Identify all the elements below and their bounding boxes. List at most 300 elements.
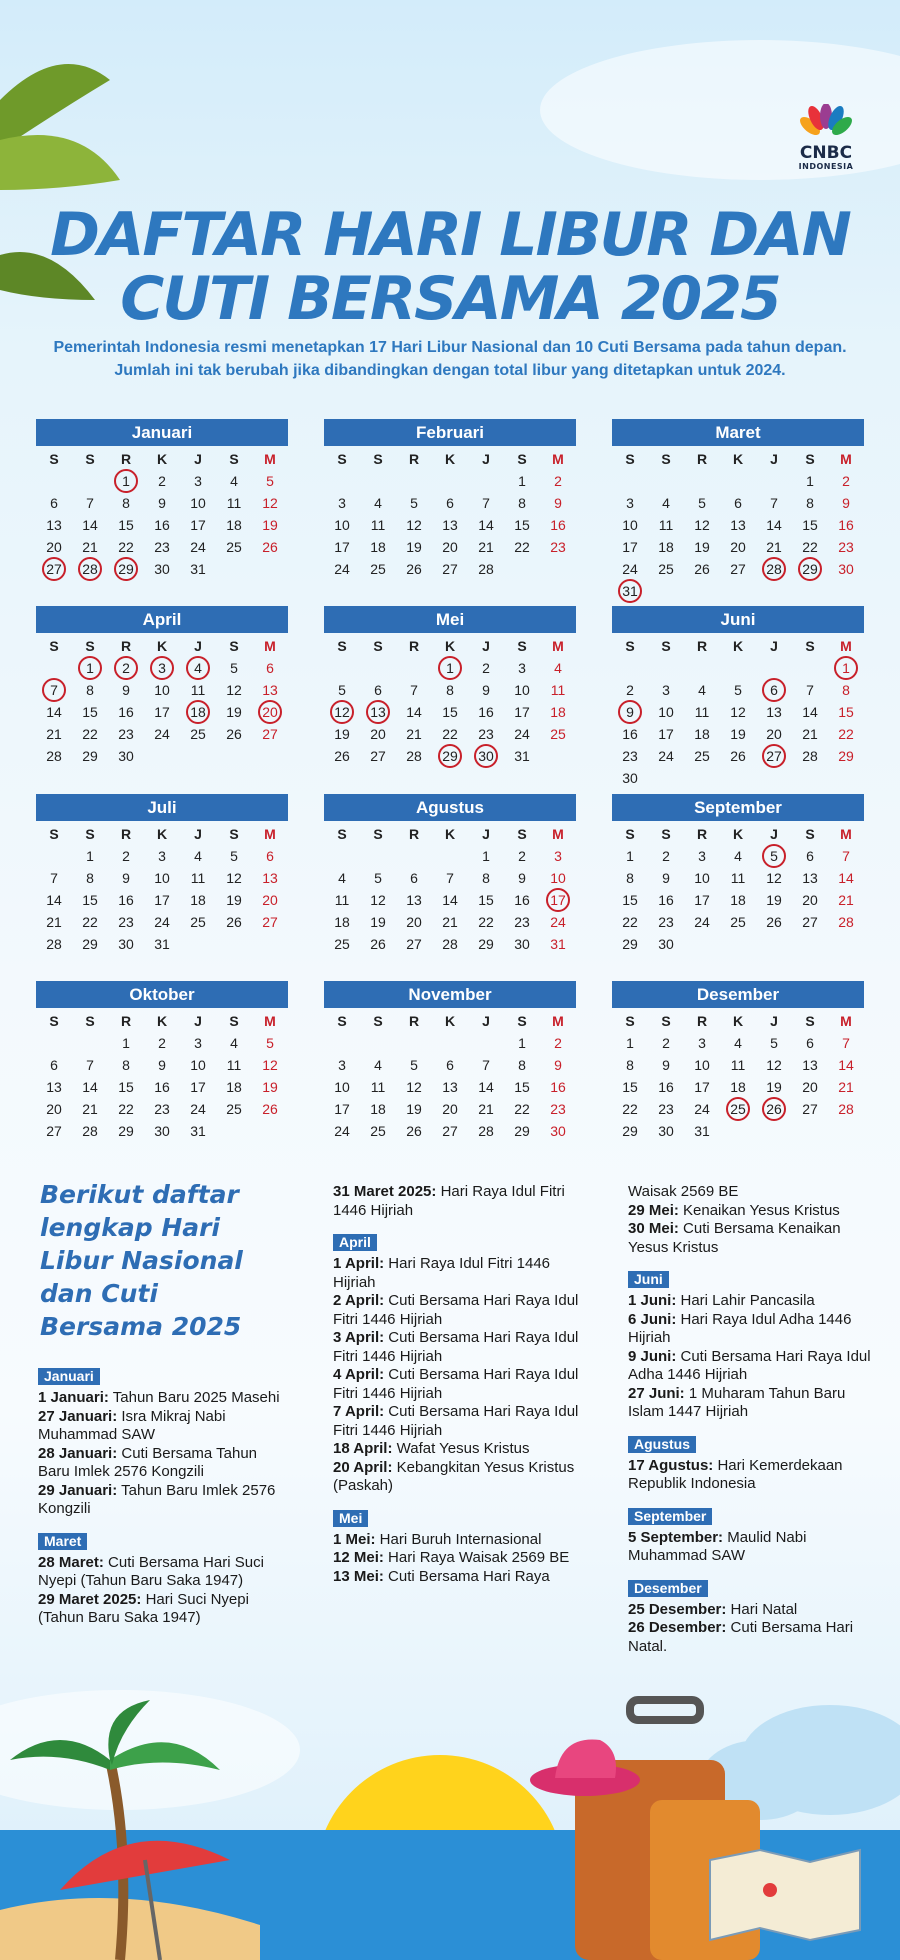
- empty-cell: [468, 1032, 504, 1054]
- weekday-header: R: [408, 638, 420, 654]
- holiday-day: 6: [756, 679, 792, 701]
- day-cell: 30: [838, 561, 854, 577]
- empty-cell: [324, 1032, 360, 1054]
- holiday-section: [38, 1368, 290, 1519]
- day-cell: 19: [334, 726, 350, 742]
- holiday-name: Cuti Bersama Tahun Baru Imlek 2576 Kongzili: [38, 1444, 258, 1480]
- weekday-header: K: [732, 638, 744, 654]
- holiday-day: 27: [36, 558, 72, 580]
- holiday-date: 1 Mei:: [333, 1530, 376, 1548]
- holiday-day: 29: [792, 558, 828, 580]
- day-cell: 8: [86, 870, 94, 886]
- holiday-name: Tahun Baru 2025 Masehi: [108, 1389, 280, 1406]
- holiday-entry: [628, 1292, 878, 1311]
- day-cell: 15: [514, 517, 530, 533]
- day-cell: 20: [802, 892, 818, 908]
- day-cell: 11: [730, 870, 746, 886]
- weekday-header: K: [732, 1013, 744, 1029]
- day-cell: 12: [406, 1079, 422, 1095]
- holiday-day: 28: [72, 558, 108, 580]
- day-cell: 31: [190, 1123, 206, 1139]
- month-calendar: [36, 419, 288, 580]
- day-cell: 1: [518, 1035, 526, 1051]
- section-month-label: Juni: [628, 1271, 669, 1288]
- day-cell: 23: [478, 726, 494, 742]
- holiday-section: [333, 1234, 585, 1496]
- holiday-name: Cuti Bersama Kenaikan Yesus Kristus: [628, 1220, 841, 1256]
- holiday-day: 1: [108, 470, 144, 492]
- holiday-name: Cuti Bersama Hari Raya Idul Fitri 1446 Hijriah: [333, 1366, 579, 1402]
- day-cell: 10: [334, 517, 350, 533]
- day-cell: 11: [658, 517, 674, 533]
- weekday-header: R: [408, 826, 420, 842]
- day-cell: 16: [658, 1079, 674, 1095]
- day-cell: 4: [374, 1057, 382, 1073]
- weekday-header: R: [696, 638, 708, 654]
- day-cell: 21: [82, 539, 98, 555]
- holiday-name: Hari Kemerdekaan Republik Indonesia: [628, 1456, 843, 1492]
- weekday-header: S: [517, 826, 527, 842]
- day-cell: 24: [658, 748, 674, 764]
- day-cell: 20: [370, 726, 386, 742]
- day-cell: 14: [802, 704, 818, 720]
- day-cell: 13: [262, 682, 278, 698]
- holiday-entry: [333, 1366, 585, 1403]
- holiday-entry: [38, 1389, 290, 1408]
- weekday-header: R: [696, 451, 708, 467]
- day-cell: 7: [770, 495, 778, 511]
- holiday-entry: [628, 1220, 878, 1257]
- weekday-header: S: [337, 826, 347, 842]
- weekday-header: J: [194, 451, 202, 467]
- day-cell: 20: [262, 892, 278, 908]
- holiday-name: Hari Suci Nyepi (Tahun Baru Saka 1947): [38, 1590, 249, 1626]
- day-cell: 26: [334, 748, 350, 764]
- weekday-header: M: [840, 638, 852, 654]
- day-cell: 14: [406, 704, 422, 720]
- day-cell: 6: [806, 848, 814, 864]
- weekday-header: J: [770, 826, 778, 842]
- month-days-grid: [36, 448, 288, 580]
- weekday-header: S: [373, 638, 383, 654]
- weekday-header: M: [264, 826, 276, 842]
- holiday-name: Kebangkitan Yesus Kristus (Paskah): [333, 1458, 575, 1494]
- weekday-header: S: [85, 451, 95, 467]
- holiday-name: Hari Raya Waisak 2569 BE: [383, 1549, 570, 1566]
- holiday-date: 29 Mei:: [628, 1201, 679, 1219]
- holiday-name: Hari Raya Idul Fitri 1446 Hijriah: [333, 1183, 565, 1219]
- day-cell: 6: [806, 1035, 814, 1051]
- day-cell: 30: [658, 936, 674, 952]
- empty-cell: [468, 470, 504, 492]
- day-cell: 28: [838, 1101, 854, 1117]
- day-cell: 14: [46, 704, 62, 720]
- day-cell: 3: [338, 1057, 346, 1073]
- holiday-name: Cuti Bersama Hari Suci Nyepi (Tahun Baru Saka 1947): [38, 1553, 264, 1589]
- day-cell: 27: [802, 1101, 818, 1117]
- day-cell: 14: [478, 1079, 494, 1095]
- day-cell: 20: [766, 726, 782, 742]
- day-cell: 26: [766, 914, 782, 930]
- day-cell: 31: [550, 936, 566, 952]
- weekday-header: J: [482, 451, 490, 467]
- weekday-header: S: [229, 1013, 239, 1029]
- holiday-entry: [333, 1329, 585, 1366]
- day-cell: 27: [262, 914, 278, 930]
- weekday-header: S: [85, 638, 95, 654]
- day-cell: 1: [122, 1035, 130, 1051]
- day-cell: 29: [118, 1123, 134, 1139]
- day-cell: 1: [518, 473, 526, 489]
- weekday-header: S: [661, 1013, 671, 1029]
- day-cell: 10: [550, 870, 566, 886]
- day-cell: 2: [482, 660, 490, 676]
- holiday-name: Hari Raya Idul Adha 1446 Hijriah: [628, 1310, 852, 1346]
- weekday-header: K: [444, 638, 456, 654]
- weekday-header: S: [517, 638, 527, 654]
- weekday-header: S: [229, 451, 239, 467]
- weekday-header: S: [517, 1013, 527, 1029]
- day-cell: 30: [550, 1123, 566, 1139]
- holiday-day: 9: [612, 701, 648, 723]
- empty-cell: [36, 657, 72, 679]
- day-cell: 12: [730, 704, 746, 720]
- day-cell: 19: [226, 704, 242, 720]
- day-cell: 12: [370, 892, 386, 908]
- day-cell: 9: [158, 1057, 166, 1073]
- day-cell: 23: [154, 1101, 170, 1117]
- day-cell: 30: [118, 936, 134, 952]
- day-cell: 24: [334, 1123, 350, 1139]
- day-cell: 25: [190, 726, 206, 742]
- holiday-date: 18 April:: [333, 1440, 393, 1457]
- holiday-date: 12 Mei:: [333, 1549, 384, 1566]
- day-cell: 26: [262, 539, 278, 555]
- holiday-name: Cuti Bersama Hari Raya Idul Fitri 1446 Hijriah: [333, 1329, 579, 1365]
- holiday-entry: [333, 1440, 585, 1459]
- day-cell: 22: [838, 726, 854, 742]
- day-cell: 16: [550, 1079, 566, 1095]
- day-cell: 25: [226, 539, 242, 555]
- day-cell: 6: [266, 848, 274, 864]
- weekday-header: S: [49, 451, 59, 467]
- section-month-label: Agustus: [628, 1436, 696, 1453]
- day-cell: 13: [262, 870, 278, 886]
- holiday-date: 26 Desember:: [628, 1619, 727, 1636]
- day-cell: 14: [82, 517, 98, 533]
- day-cell: 19: [766, 1079, 782, 1095]
- list-heading: Berikut daftar lengkap Hari Libur Nasional dan Cuti Bersama 2025: [40, 1180, 243, 1341]
- weekday-header: M: [840, 451, 852, 467]
- day-cell: 7: [842, 848, 850, 864]
- weekday-header: J: [770, 1013, 778, 1029]
- day-cell: 21: [478, 539, 494, 555]
- empty-cell: [432, 470, 468, 492]
- holiday-date: 6 Juni:: [628, 1310, 677, 1328]
- month-calendar: [324, 981, 576, 1142]
- day-cell: 29: [82, 748, 98, 764]
- day-cell: 4: [374, 495, 382, 511]
- day-cell: 15: [802, 517, 818, 533]
- holiday-day: 5: [756, 845, 792, 867]
- weekday-header: S: [337, 1013, 347, 1029]
- day-cell: 28: [442, 936, 458, 952]
- day-cell: 10: [154, 870, 170, 886]
- day-cell: 13: [46, 517, 62, 533]
- day-cell: 13: [442, 1079, 458, 1095]
- day-cell: 21: [838, 1079, 854, 1095]
- month-days-grid: [612, 635, 864, 789]
- day-cell: 6: [266, 660, 274, 676]
- day-cell: 9: [122, 682, 130, 698]
- holiday-name: Cuti Bersama Hari Natal.: [628, 1619, 854, 1655]
- day-cell: 8: [482, 870, 490, 886]
- day-cell: 14: [478, 517, 494, 533]
- holiday-name: Hari Lahir Pancasila: [676, 1292, 815, 1309]
- holiday-entry: [333, 1255, 585, 1292]
- day-cell: 19: [730, 726, 746, 742]
- day-cell: 11: [190, 870, 206, 886]
- holiday-date: 7 April:: [333, 1403, 385, 1420]
- day-cell: 18: [658, 539, 674, 555]
- day-cell: 24: [622, 561, 638, 577]
- day-cell: 9: [482, 682, 490, 698]
- day-cell: 4: [194, 848, 202, 864]
- day-cell: 11: [694, 704, 710, 720]
- day-cell: 3: [698, 1035, 706, 1051]
- day-cell: 14: [838, 870, 854, 886]
- day-cell: 14: [442, 892, 458, 908]
- day-cell: 28: [838, 914, 854, 930]
- day-cell: 31: [694, 1123, 710, 1139]
- day-cell: 17: [154, 892, 170, 908]
- month-header: Desember: [612, 981, 864, 1008]
- holiday-name: Cuti Bersama Hari Raya Idul Fitri 1446 Hijriah: [333, 1403, 579, 1439]
- holiday-entry: [38, 1554, 290, 1591]
- day-cell: 5: [770, 1035, 778, 1051]
- day-cell: 10: [514, 682, 530, 698]
- empty-cell: [360, 657, 396, 679]
- month-header: Oktober: [36, 981, 288, 1008]
- day-cell: 11: [550, 682, 566, 698]
- weekday-header: R: [120, 1013, 132, 1029]
- month-calendar: [612, 606, 864, 789]
- day-cell: 25: [334, 936, 350, 952]
- day-cell: 25: [550, 726, 566, 742]
- day-cell: 18: [730, 1079, 746, 1095]
- weekday-header: S: [805, 638, 815, 654]
- weekday-header: K: [444, 826, 456, 842]
- section-month-label: April: [333, 1234, 377, 1251]
- day-cell: 9: [122, 870, 130, 886]
- holiday-name: Kenaikan Yesus Kristus: [678, 1201, 840, 1219]
- empty-cell: [648, 470, 684, 492]
- day-cell: 26: [262, 1101, 278, 1117]
- day-cell: 6: [446, 495, 454, 511]
- day-cell: 3: [194, 473, 202, 489]
- day-cell: 24: [154, 726, 170, 742]
- empty-cell: [360, 845, 396, 867]
- weekday-header: S: [373, 1013, 383, 1029]
- day-cell: 5: [410, 1057, 418, 1073]
- weekday-header: S: [661, 638, 671, 654]
- holiday-day: 26: [756, 1098, 792, 1120]
- day-cell: 16: [658, 892, 674, 908]
- day-cell: 2: [554, 1035, 562, 1051]
- day-cell: 23: [658, 1101, 674, 1117]
- holiday-section: [38, 1533, 290, 1628]
- day-cell: 22: [82, 914, 98, 930]
- day-cell: 22: [622, 1101, 638, 1117]
- day-cell: 10: [154, 682, 170, 698]
- day-cell: 12: [262, 1057, 278, 1073]
- day-cell: 23: [550, 1101, 566, 1117]
- empty-cell: [432, 845, 468, 867]
- month-header: Juni: [612, 606, 864, 633]
- empty-cell: [792, 657, 828, 679]
- day-cell: 11: [226, 495, 242, 511]
- empty-cell: [612, 657, 648, 679]
- day-cell: 25: [694, 748, 710, 764]
- weekday-header: K: [732, 826, 744, 842]
- day-cell: 5: [698, 495, 706, 511]
- holiday-entry: [628, 1457, 878, 1494]
- month-days-grid: [324, 1010, 576, 1142]
- month-days-grid: [324, 448, 576, 580]
- weekday-header: K: [156, 638, 168, 654]
- day-cell: 24: [190, 539, 206, 555]
- day-cell: 30: [118, 748, 134, 764]
- weekday-header: S: [517, 451, 527, 467]
- holiday-entry: [38, 1445, 290, 1482]
- holiday-section: [333, 1510, 585, 1587]
- day-cell: 21: [406, 726, 422, 742]
- holiday-day: 25: [720, 1098, 756, 1120]
- day-cell: 23: [658, 914, 674, 930]
- month-calendar: [612, 981, 864, 1142]
- holiday-name: Cuti Bersama Hari Raya Idul Fitri 1446 Hijriah: [333, 1292, 579, 1328]
- day-cell: 17: [658, 726, 674, 742]
- holiday-date: 13 Mei:: [333, 1567, 384, 1585]
- day-cell: 2: [662, 848, 670, 864]
- day-cell: 4: [662, 495, 670, 511]
- day-cell: 18: [730, 892, 746, 908]
- day-cell: 12: [226, 870, 242, 886]
- day-cell: 14: [46, 892, 62, 908]
- weekday-header: K: [156, 451, 168, 467]
- day-cell: 2: [554, 473, 562, 489]
- day-cell: 3: [194, 1035, 202, 1051]
- day-cell: 11: [370, 1079, 386, 1095]
- day-cell: 4: [734, 848, 742, 864]
- day-cell: 19: [226, 892, 242, 908]
- day-cell: 13: [802, 1057, 818, 1073]
- day-cell: 29: [478, 936, 494, 952]
- day-cell: 21: [442, 914, 458, 930]
- day-cell: 27: [442, 1123, 458, 1139]
- weekday-header: M: [264, 638, 276, 654]
- day-cell: 17: [190, 1079, 206, 1095]
- holiday-date: 5 September:: [628, 1528, 724, 1546]
- empty-cell: [720, 470, 756, 492]
- day-cell: 10: [190, 1057, 206, 1073]
- day-cell: 12: [226, 682, 242, 698]
- holiday-entry: [628, 1619, 878, 1656]
- day-cell: 28: [406, 748, 422, 764]
- day-cell: 15: [118, 1079, 134, 1095]
- day-cell: 18: [694, 726, 710, 742]
- month-calendar: [612, 794, 864, 955]
- empty-cell: [396, 1032, 432, 1054]
- holiday-entry: [628, 1311, 878, 1348]
- day-cell: 2: [158, 473, 166, 489]
- holiday-date: 31 Maret 2025:: [333, 1183, 437, 1200]
- month-calendar: [36, 794, 288, 955]
- holiday-date: 9 Juni:: [628, 1347, 677, 1365]
- day-cell: 23: [118, 726, 134, 742]
- empty-cell: [324, 470, 360, 492]
- month-calendar: [612, 419, 864, 602]
- holiday-entry: [333, 1292, 585, 1329]
- holiday-date: 1 Juni:: [628, 1292, 677, 1309]
- holiday-day: 1: [828, 657, 864, 679]
- day-cell: 28: [82, 1123, 98, 1139]
- day-cell: 7: [50, 870, 58, 886]
- day-cell: 26: [226, 914, 242, 930]
- day-cell: 30: [154, 1123, 170, 1139]
- holiday-entry: [38, 1408, 290, 1445]
- brand-sub: INDONESIA: [798, 162, 854, 171]
- day-cell: 17: [334, 539, 350, 555]
- empty-cell: [36, 1032, 72, 1054]
- day-cell: 27: [802, 914, 818, 930]
- day-cell: 7: [482, 1057, 490, 1073]
- day-cell: 15: [622, 1079, 638, 1095]
- day-cell: 1: [86, 848, 94, 864]
- empty-cell: [648, 657, 684, 679]
- holiday-section: [333, 1183, 585, 1220]
- empty-cell: [396, 470, 432, 492]
- day-cell: 11: [730, 1057, 746, 1073]
- weekday-header: S: [49, 1013, 59, 1029]
- month-calendar: [324, 606, 576, 767]
- empty-cell: [72, 1032, 108, 1054]
- holiday-date: 20 April:: [333, 1458, 393, 1476]
- weekday-header: S: [85, 826, 95, 842]
- day-cell: 8: [518, 1057, 526, 1073]
- weekday-header: S: [805, 826, 815, 842]
- holiday-name: Waisak 2569 BE: [628, 1183, 739, 1200]
- day-cell: 24: [514, 726, 530, 742]
- day-cell: 5: [734, 682, 742, 698]
- weekday-header: J: [194, 638, 202, 654]
- empty-cell: [36, 470, 72, 492]
- holiday-date: 27 Januari:: [38, 1407, 118, 1425]
- day-cell: 5: [374, 870, 382, 886]
- day-cell: 5: [266, 473, 274, 489]
- day-cell: 30: [622, 770, 638, 786]
- holiday-entry: [628, 1348, 878, 1385]
- month-days-grid: [324, 823, 576, 955]
- day-cell: 11: [334, 892, 350, 908]
- day-cell: 25: [190, 914, 206, 930]
- day-cell: 23: [118, 914, 134, 930]
- day-cell: 26: [694, 561, 710, 577]
- day-cell: 29: [622, 936, 638, 952]
- day-cell: 4: [230, 473, 238, 489]
- empty-cell: [360, 1032, 396, 1054]
- holiday-name: Cuti Bersama Hari Raya Idul Adha 1446 Hijriah: [628, 1347, 871, 1383]
